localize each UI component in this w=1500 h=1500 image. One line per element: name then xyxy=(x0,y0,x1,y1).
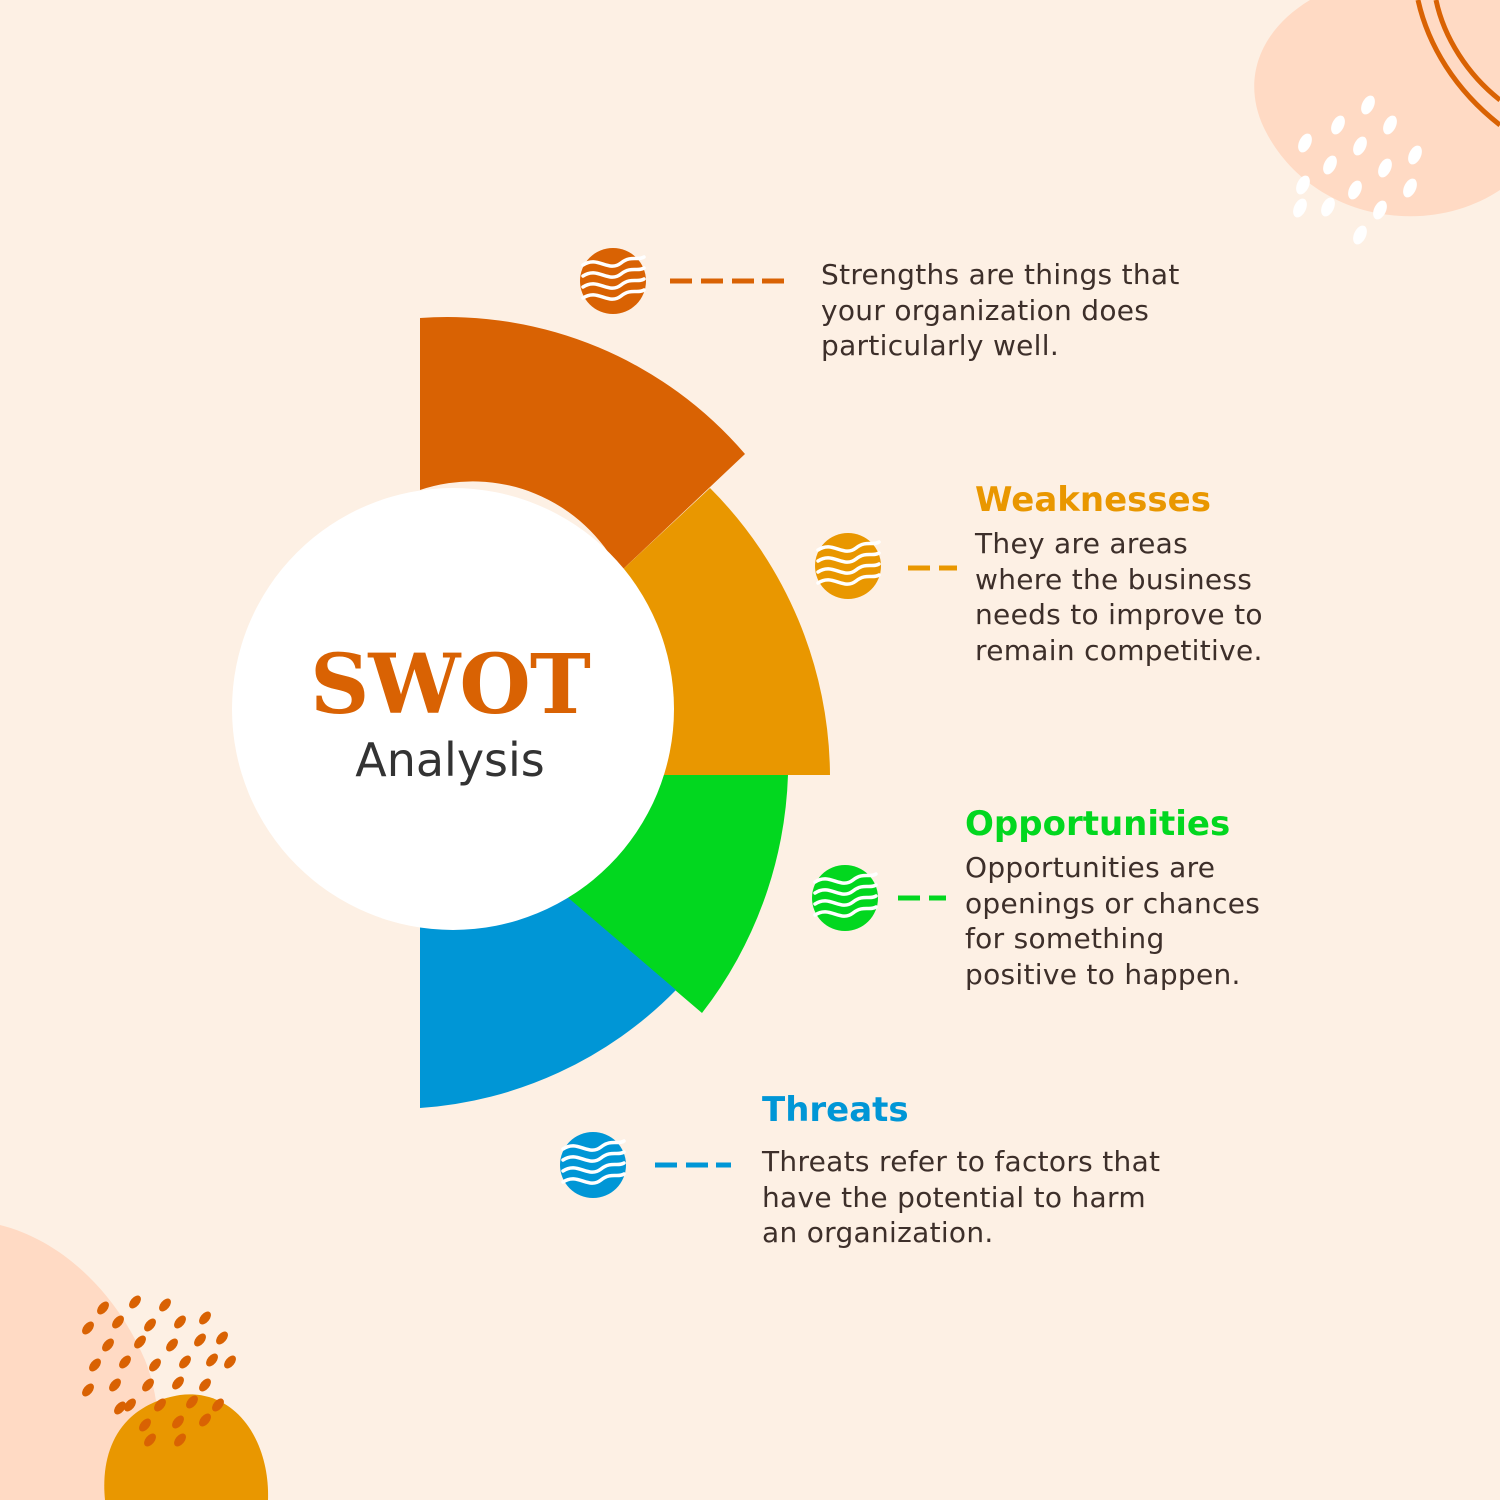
threats-heading: Threats xyxy=(762,1090,909,1130)
dot xyxy=(172,1313,189,1330)
dot xyxy=(204,1351,221,1368)
opportunities-description: Opportunities are openings or chances for something positive to happen. xyxy=(965,851,1261,991)
dot xyxy=(127,1293,144,1310)
dot xyxy=(142,1316,159,1333)
wave-circle-icon xyxy=(812,865,878,931)
dot xyxy=(170,1374,187,1391)
weaknesses-description: They are areas where the business needs to improve to remain competitive. xyxy=(975,527,1263,667)
dot xyxy=(222,1353,239,1370)
dot xyxy=(197,1376,214,1393)
peach-blob-top-right xyxy=(1254,0,1500,216)
dot xyxy=(192,1331,209,1348)
weaknesses-heading: Weaknesses xyxy=(975,480,1211,520)
wave-circle-icon xyxy=(580,248,646,314)
dot xyxy=(147,1356,164,1373)
dot xyxy=(1290,196,1309,219)
dot xyxy=(164,1336,181,1353)
dot xyxy=(1350,223,1369,246)
strengths-description: Strengths are things that your organization does particularly well. xyxy=(821,258,1180,362)
wave-circle-icon xyxy=(560,1132,626,1198)
dot xyxy=(197,1309,214,1326)
dot xyxy=(177,1353,194,1370)
page-title: SWOT xyxy=(310,637,590,733)
page-subtitle: Analysis xyxy=(355,733,545,787)
dot xyxy=(157,1296,174,1313)
dot xyxy=(214,1329,231,1346)
decor-top-right xyxy=(1254,0,1500,247)
wave-circle-icon xyxy=(815,533,881,599)
threats-description: Threats refer to factors that have the potential to harm an organization. xyxy=(762,1145,1161,1249)
decor-bottom-left xyxy=(0,1225,268,1500)
opportunities-heading: Opportunities xyxy=(965,804,1231,844)
